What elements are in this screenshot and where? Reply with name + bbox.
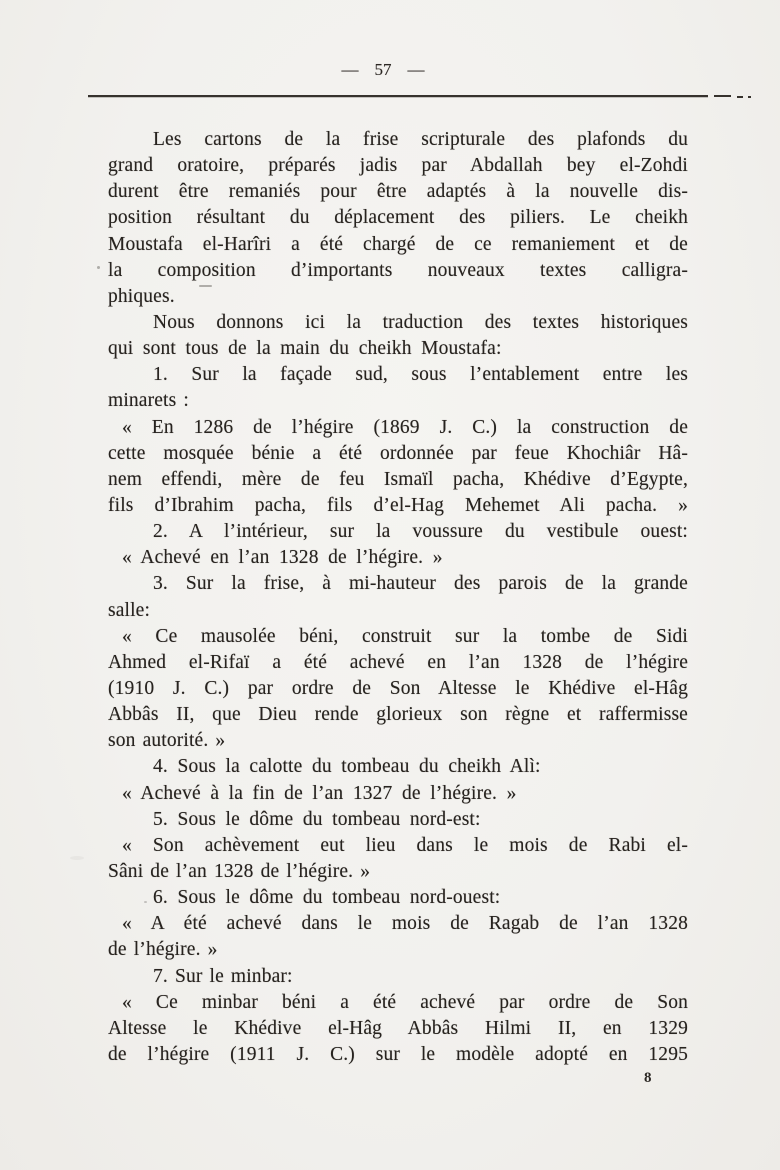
text-line: « Son achèvement eut lieu dans le mois de Rabi el-: [122, 834, 688, 856]
header-right-dash: —: [407, 60, 425, 79]
text-line: Sâni de l’an 1328 de l’hégire. »: [108, 860, 371, 882]
text-line: 4. Sous la calotte du tombeau du cheikh Alì:: [153, 756, 541, 778]
text-line: de l’hégire. »: [108, 939, 218, 961]
text-line: 2. A l’intérieur, sur la voussure du vestibule ouest:: [153, 521, 688, 543]
text-line: « En 1286 de l’hégire (1869 J. C.) la construction de: [122, 416, 688, 438]
text-line: « Ce mausolée béni, construit sur la tombe de Sidi: [122, 625, 688, 647]
text-line: Les cartons de la frise scripturale des plafonds du: [153, 129, 688, 150]
text-line: Nous donnons ici la traduction des textes historiques: [153, 311, 688, 333]
scan-speck: [70, 856, 84, 860]
text-line: cette mosquée bénie a été ordonnée par feue Khochiâr Hâ-: [108, 442, 688, 464]
text-line: 5. Sous le dôme du tombeau nord-est:: [153, 808, 481, 830]
signature-mark: 8: [644, 1070, 652, 1086]
header-rule: [88, 95, 708, 97]
text-line: Altesse le Khédive el-Hâg Abbâs Hilmi II, en 1329: [108, 1017, 688, 1039]
header-rule-dash: [714, 95, 731, 97]
page-header: [0, 60, 766, 80]
text-line: position résultant du déplacement des piliers. Le cheikh: [108, 207, 688, 229]
text-line: « Achevé en l’an 1328 de l’hégire. »: [122, 547, 443, 569]
text-line: de l’hégire (1911 J. C.) sur le modèle adopté en 1295: [108, 1043, 688, 1065]
text-line: son autorité. »: [108, 730, 226, 752]
text-line: phiques.: [108, 285, 175, 307]
text-line: « Ce minbar béni a été achevé par ordre de Son: [122, 991, 688, 1013]
scan-speck: [144, 901, 147, 903]
text-line: salle:: [108, 599, 151, 621]
text-line: grand oratoire, préparés jadis par Abdallah bey el-Zohdi: [108, 155, 688, 177]
text-line: durent être remaniés pour être adaptés à la nouvelle dis-: [108, 181, 688, 203]
text-line: fils d’Ibrahim pacha, fils d’el-Hag Mehemet Ali pacha. »: [108, 494, 688, 516]
scan-speck: [199, 285, 212, 287]
text-line: « A été achevé dans le mois de Ragab de l’an 1328: [122, 913, 688, 935]
header-rule-dash: [748, 96, 751, 98]
header-rule-dash: [737, 96, 743, 98]
scan-speck: [97, 266, 100, 269]
text-line: 3. Sur la frise, à mi-hauteur des parois de la grande: [153, 573, 688, 595]
text-line: minarets :: [108, 390, 189, 412]
text-line: 6. Sous le dôme du tombeau nord-ouest:: [153, 887, 501, 909]
text-line: 7. Sur le minbar:: [153, 965, 293, 987]
header-left-dash: —: [341, 60, 359, 79]
text-line: Moustafa el-Harîri a été chargé de ce remaniement et de: [108, 233, 688, 255]
text-line: Abbâs II, que Dieu rende glorieux son règne et raffermisse: [108, 704, 688, 726]
text-line: 1. Sur la façade sud, sous l’entablement entre les: [153, 364, 688, 386]
text-line: Ahmed el-Rifaï a été achevé en l’an 1328 de l’hégire: [108, 651, 688, 673]
text-line: la composition d’importants nouveaux textes calligra-: [108, 259, 688, 281]
text-line: « Achevé à la fin de l’an 1327 de l’hégire. »: [122, 782, 517, 804]
text-line: nem effendi, mère de feu Ismaïl pacha, Khédive d’Egypte,: [108, 468, 688, 490]
text-block: [108, 127, 688, 1068]
text-line: qui sont tous de la main du cheikh Moustafa:: [108, 338, 502, 360]
text-line: (1910 J. C.) par ordre de Son Altesse le Khédive el-Hâg: [108, 677, 688, 699]
page-number: 57: [374, 60, 392, 79]
